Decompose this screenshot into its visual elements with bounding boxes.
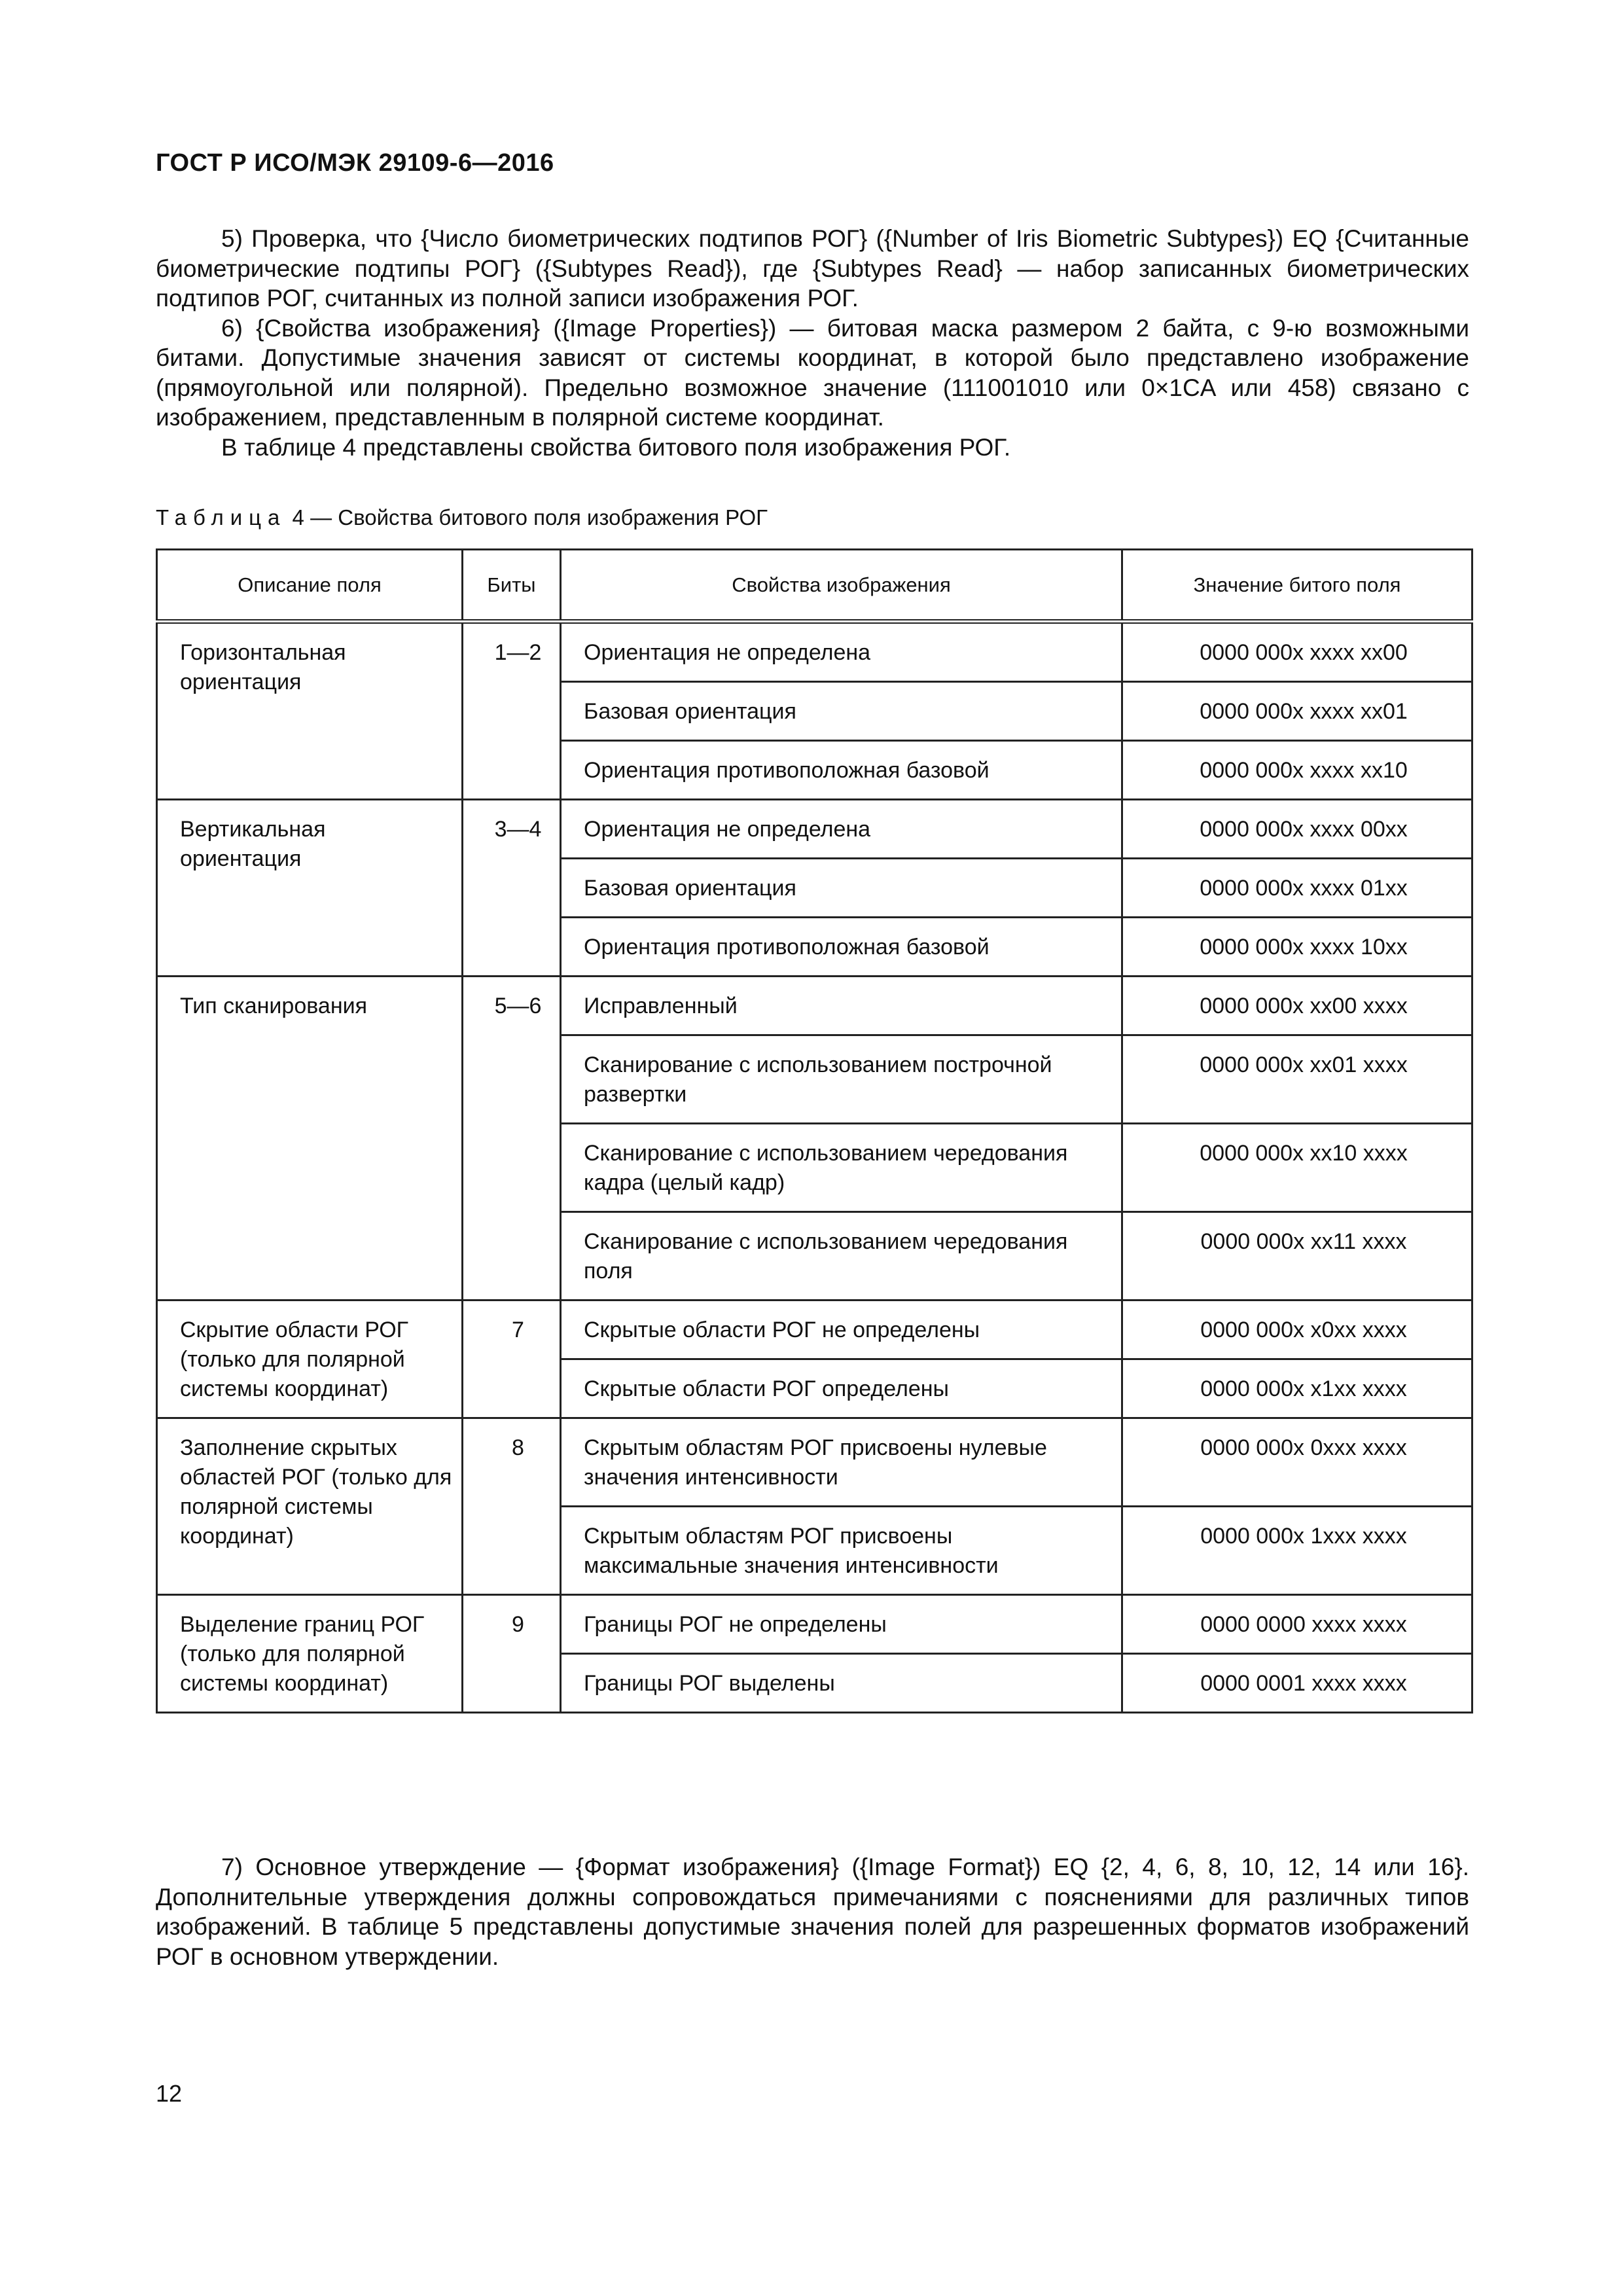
bits-cell: 1—2 bbox=[463, 622, 561, 800]
table-caption-title: 4 — Свойства битового поля изображения РОГ bbox=[286, 505, 768, 529]
page-number: 12 bbox=[156, 2080, 183, 2107]
field-description-cell: Заполнение скрытых областей РОГ (только для полярной системы координат) bbox=[157, 1418, 463, 1595]
image-property-cell: Базовая ориентация bbox=[561, 859, 1122, 918]
table-body bbox=[157, 622, 1472, 1713]
field-description-cell: Тип сканирования bbox=[157, 977, 463, 1300]
image-property-cell: Ориентация не определена bbox=[561, 800, 1122, 859]
image-property-cell: Ориентация не определена bbox=[561, 622, 1122, 682]
header-image-properties: Свойства изображения bbox=[561, 550, 1122, 622]
image-property-cell: Границы РОГ выделены bbox=[561, 1654, 1122, 1713]
table-row bbox=[157, 977, 1472, 1035]
image-property-cell: Ориентация противоположная базовой bbox=[561, 741, 1122, 800]
header-bitfield-value: Значение битого поля bbox=[1122, 550, 1472, 622]
bitfield-value-cell: 0000 000x xx00 xxxx bbox=[1122, 977, 1472, 1035]
bitfield-value-cell: 0000 000x 1xxx xxxx bbox=[1122, 1507, 1472, 1595]
bitfield-value-cell: 0000 000x 0xxx xxxx bbox=[1122, 1418, 1472, 1507]
header-field-description: Описание поля bbox=[157, 550, 463, 622]
table-caption-word: Таблица bbox=[156, 505, 287, 529]
bitfield-value-cell: 0000 000x xxxx 00xx bbox=[1122, 800, 1472, 859]
field-description-cell: Горизонтальная ориентация bbox=[157, 622, 463, 800]
paragraph-item-7: 7) Основное утверждение — {Формат изображения} ({Image Format}) EQ {2, 4, 6, 8, 10, 12, 14 или 16}. Дополнительные утверждения должны сопровождаться примечаниями с пояснениями для различных типов изображений. В таблице 5 представлены допустимые значения полей для разрешенных форматов изображений РОГ в основном утверждении. bbox=[156, 1854, 1469, 1970]
intro-text bbox=[156, 224, 1469, 462]
table-row bbox=[157, 1595, 1472, 1654]
bits-cell: 5—6 bbox=[463, 977, 561, 1300]
table-row bbox=[157, 1300, 1472, 1359]
image-property-cell: Сканирование с использованием построчной развертки bbox=[561, 1035, 1122, 1124]
paragraph-item-6: 6) {Свойства изображения} ({Image Properties}) — битовая маска размером 2 байта, с 9-ю возможными битами. Допустимые значения зависят от системы координат, в которой было представлено изображение (прямоугольной или полярной). Предельно возможное значение (111001010 или 0×1CA или 458) связано с изображением, представленным в полярной системе координат. bbox=[156, 314, 1469, 431]
outro-text bbox=[156, 1852, 1469, 1971]
image-property-cell: Сканирование с использованием чередования поля bbox=[561, 1212, 1122, 1300]
field-description-cell: Выделение границ РОГ (только для полярной системы координат) bbox=[157, 1595, 463, 1713]
bitfield-value-cell: 0000 000x xx11 xxxx bbox=[1122, 1212, 1472, 1300]
bitfield-value-cell: 0000 0000 xxxx xxxx bbox=[1122, 1595, 1472, 1654]
bitfield-value-cell: 0000 000x x1xx xxxx bbox=[1122, 1359, 1472, 1418]
field-description-cell: Вертикальная ориентация bbox=[157, 800, 463, 977]
bitfield-value-cell: 0000 000x xxxx 10xx bbox=[1122, 918, 1472, 977]
table-caption bbox=[156, 505, 768, 530]
bitfield-value-cell: 0000 000x xx10 xxxx bbox=[1122, 1124, 1472, 1212]
image-property-cell: Скрытым областям РОГ присвоены нулевые значения интенсивности bbox=[561, 1418, 1122, 1507]
image-property-cell: Скрытые области РОГ определены bbox=[561, 1359, 1122, 1418]
bits-cell: 3—4 bbox=[463, 800, 561, 977]
bits-cell: 8 bbox=[463, 1418, 561, 1595]
field-description-cell: Скрытие области РОГ (только для полярной системы координат) bbox=[157, 1300, 463, 1418]
bitfield-value-cell: 0000 000x xx01 xxxx bbox=[1122, 1035, 1472, 1124]
bitfield-value-cell: 0000 000x xxxx 01xx bbox=[1122, 859, 1472, 918]
bitfield-value-cell: 0000 0001 xxxx xxxx bbox=[1122, 1654, 1472, 1713]
bitfield-value-cell: 0000 000x xxxx xx01 bbox=[1122, 682, 1472, 741]
bits-cell: 9 bbox=[463, 1595, 561, 1713]
image-property-cell: Базовая ориентация bbox=[561, 682, 1122, 741]
bitfield-value-cell: 0000 000x xxxx xx00 bbox=[1122, 622, 1472, 682]
bitfield-value-cell: 0000 000x xxxx xx10 bbox=[1122, 741, 1472, 800]
image-property-cell: Скрытые области РОГ не определены bbox=[561, 1300, 1122, 1359]
table-row bbox=[157, 1418, 1472, 1507]
image-property-cell: Границы РОГ не определены bbox=[561, 1595, 1122, 1654]
image-property-cell: Ориентация противоположная базовой bbox=[561, 918, 1122, 977]
image-property-cell: Скрытым областям РОГ присвоены максимальные значения интенсивности bbox=[561, 1507, 1122, 1595]
image-properties-table bbox=[156, 548, 1473, 1713]
paragraph-table-ref: В таблице 4 представлены свойства битового поля изображения РОГ. bbox=[221, 433, 1011, 461]
paragraph-item-5: 5) Проверка, что {Число биометрических подтипов РОГ} ({Number of Iris Biometric Subtypes}) EQ {Считанные биометрические подтипы РОГ} ({Subtypes Read}), где {Subtypes Read} — набор записанных биометрических подтипов РОГ, считанных из полной записи изображения РОГ. bbox=[156, 225, 1469, 312]
bits-cell: 7 bbox=[463, 1300, 561, 1418]
image-property-cell: Исправленный bbox=[561, 977, 1122, 1035]
table-row bbox=[157, 800, 1472, 859]
image-property-cell: Сканирование с использованием чередования кадра (целый кадр) bbox=[561, 1124, 1122, 1212]
document-header: ГОСТ Р ИСО/МЭК 29109-6—2016 bbox=[156, 149, 554, 177]
table-row bbox=[157, 622, 1472, 682]
table-header-row bbox=[157, 550, 1472, 622]
bitfield-value-cell: 0000 000x x0xx xxxx bbox=[1122, 1300, 1472, 1359]
header-bits: Биты bbox=[463, 550, 561, 622]
